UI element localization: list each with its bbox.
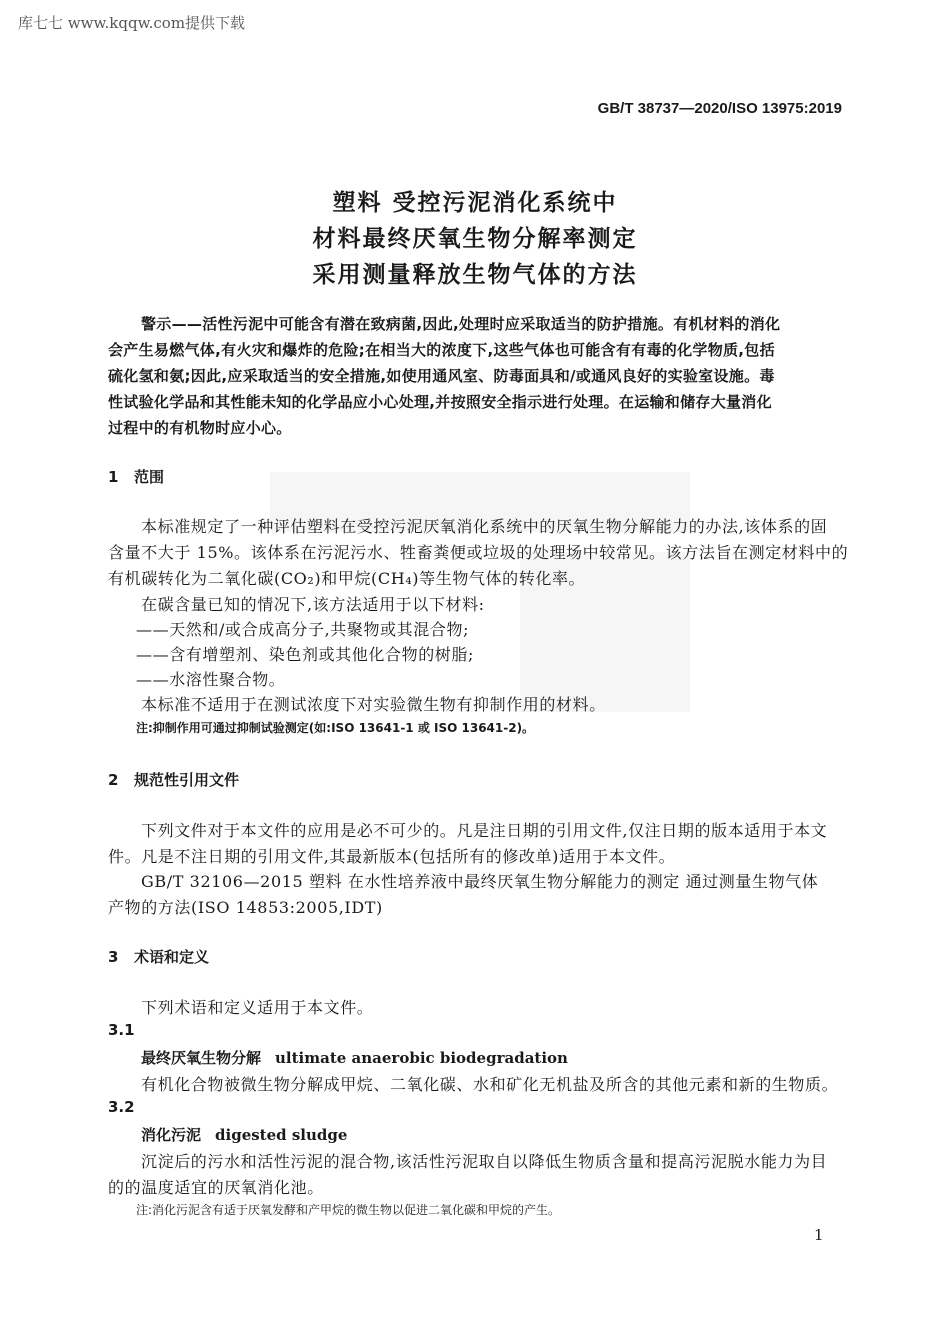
warning-line: 会产生易燃气体,有火灾和爆炸的危险;在相当大的浓度下,这些气体也可能含有有毒的化学物质,包括 [108, 341, 775, 359]
note: 注:抑制作用可通过抑制试验测定(如:ISO 13641-1 或 ISO 13641-2)。 [136, 721, 535, 735]
warning-line: 警示——活性污泥中可能含有潜在致病菌,因此,处理时应采取适当的防护措施。有机材料的消化 [141, 315, 781, 333]
list-item: ——水溶性聚合物。 [136, 670, 286, 689]
section-3-heading [108, 946, 209, 967]
note: 注:消化污泥含有适于厌氧发酵和产甲烷的微生物以促进二氧化碳和甲烷的产生。 [136, 1203, 561, 1217]
term-heading [141, 1124, 347, 1145]
paragraph-line: 下列术语和定义适用于本文件。 [141, 998, 374, 1017]
term-heading [141, 1047, 568, 1068]
standard-code: GB/T 38737—2020/ISO 13975:2019 [597, 100, 842, 117]
paragraph-line: 在碳含量已知的情况下,该方法适用于以下材料: [141, 595, 485, 614]
section-number: 2 [108, 771, 119, 789]
paragraph-line: 件。凡是不注日期的引用文件,其最新版本(包括所有的修改单)适用于本文件。 [108, 847, 676, 866]
list-item: ——天然和/或合成高分子,共聚物或其混合物; [136, 620, 470, 639]
term-number: 3.2 [108, 1098, 135, 1116]
section-title: 规范性引用文件 [134, 771, 240, 789]
paragraph-line: 下列文件对于本文件的应用是必不可少的。凡是注日期的引用文件,仅注日期的版本适用于本文 [141, 821, 828, 840]
term-definition: 沉淀后的污水和活性污泥的混合物,该活性污泥取自以降低生物质含量和提高污泥脱水能力为目 [141, 1152, 828, 1171]
section-1-heading [108, 466, 164, 487]
warning-line: 硫化氢和氨;因此,应采取适当的安全措施,如使用通风室、防毒面具和/或通风良好的实验室设施。毒 [108, 367, 775, 385]
paragraph-line: 含量不大于 15%。该体系在污泥污水、牲畜粪便或垃圾的处理场中较常见。该方法旨在测定材料中的 [108, 543, 849, 562]
warning-line: 性试验化学品和其性能未知的化学品应小心处理,并按照安全指示进行处理。在运输和储存大量消化 [108, 393, 772, 411]
title-line-1: 塑料 受控污泥消化系统中 [332, 190, 618, 216]
section-title: 术语和定义 [134, 948, 210, 966]
term-definition: 的的温度适宜的厌氧消化池。 [108, 1178, 324, 1197]
title-line-2: 材料最终厌氧生物分解率测定 [312, 226, 638, 252]
reference-line: GB/T 32106—2015 塑料 在水性培养液中最终厌氧生物分解能力的测定 通过测量生物气体 [141, 872, 819, 891]
section-title: 范围 [134, 468, 165, 486]
section-number: 3 [108, 948, 119, 966]
title-line-3: 采用测量释放生物气体的方法 [312, 262, 638, 288]
list-item: ——含有增塑剂、染色剂或其他化合物的树脂; [136, 645, 474, 664]
warning-line: 过程中的有机物时应小心。 [108, 419, 292, 437]
paragraph-line: 本标准规定了一种评估塑料在受控污泥厌氧消化系统中的厌氧生物分解能力的办法,该体系的固 [141, 517, 828, 536]
reference-line: 产物的方法(ISO 14853:2005,IDT) [108, 898, 383, 917]
paragraph-line: 本标准不适用于在测试浓度下对实验微生物有抑制作用的材料。 [141, 695, 606, 714]
term-definition: 有机化合物被微生物分解成甲烷、二氧化碳、水和矿化无机盐及所含的其他元素和新的生物质。 [141, 1075, 839, 1094]
section-2-heading [108, 769, 239, 790]
term-zh: 最终厌氧生物分解 [141, 1049, 262, 1067]
term-en: ultimate anaerobic biodegradation [275, 1049, 568, 1067]
paragraph-line: 有机碳转化为二氧化碳(CO₂)和甲烷(CH₄)等生物气体的转化率。 [108, 569, 586, 588]
term-zh: 消化污泥 [141, 1126, 202, 1144]
page-number: 1 [814, 1226, 824, 1244]
section-number: 1 [108, 468, 119, 486]
term-en: digested sludge [215, 1126, 348, 1144]
site-watermark: 库七七 www.kqqw.com提供下载 [18, 14, 246, 32]
term-number: 3.1 [108, 1021, 135, 1039]
